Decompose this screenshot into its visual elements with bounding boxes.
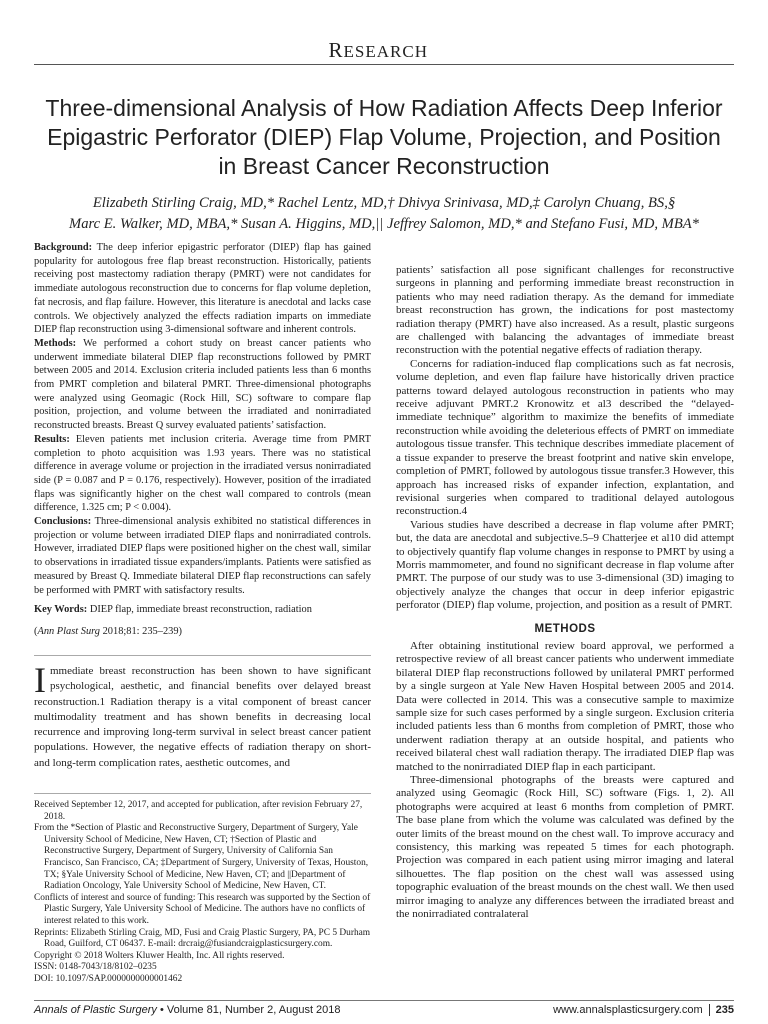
- note-affiliations: From the *Section of Plastic and Reconstructive Surgery, Department of Surgery, Yale University School of Medicine, New Haven, CT; †Section of Plastic and Reconstructive Surgery, Department of Surgery, University of California San Francisco, San Francisco, CA; ‡Department of Surgery, University of Texas, Houston, TX; §Yale University School of Medicine, New Haven, CT; and ||Department of Radiation Oncology, Yale University School of Medicine, New Haven, CT.: [34, 823, 369, 892]
- footer-right: [553, 1004, 734, 1016]
- abstract-conclusions: [34, 515, 371, 597]
- footer-journal: Annals of Plastic Surgery: [34, 1004, 157, 1016]
- abstract-conclusions-label: Conclusions:: [34, 516, 92, 528]
- author-list: [40, 193, 728, 235]
- note-copyright: Copyright © 2018 Wolters Kluwer Health, Inc. All rights reserved.: [34, 950, 285, 961]
- note-reprints: Reprints: Elizabeth Stirling Craig, MD, Fusi and Craig Plastic Surgery, PA, PC 5 Durham Road, Guilford, CT 06437. E-mail: drcraig@fusiandcraigplasticsurgery.com.: [34, 927, 371, 950]
- note-doi: DOI: 10.1097/SAP.0000000000001462: [34, 973, 183, 984]
- body-paragraph-2: Concerns for radiation-induced flap complications such as fat necrosis, volume depletion, and even flap failure have historically driven practice patterns toward delayed autologous reconstruction in patients who may receive adjuvant PMRT.2 Kronowitz et al3 described the “delayed-immediate technique” algorithm to maximize the benefits of immediate reconstruction while avoiding the deleterious effects of PMRT on immediate autologous tissue transfer. This technique describes immediate placement of a tissue expander to preserve the breast footprint and native skin envelope, completion of PMRT, followed by autologous tissue transfer.3 However, this approach has increased risks of expander infection, explantation, and revisional surgeries when compared to traditional delayed autologous reconstruction.4: [396, 357, 734, 518]
- note-conflicts: Conflicts of interest and source of funding: This research was supported by the Section of Plastic Surgery, Yale University School of Medicine. The authors have no conflicts of interest related to this work.: [34, 892, 371, 926]
- drop-cap: I: [34, 660, 46, 700]
- footer-url[interactable]: www.annalsplasticsurgery.com: [553, 1004, 703, 1016]
- section-label-cap: R: [328, 38, 344, 62]
- abstract-results: [34, 433, 371, 515]
- body-paragraph-1: patients’ satisfaction all pose significant challenges for reconstructive surgeons in planning and performing immediate breast reconstruction in patients who may need radiation therapy. As the demand for immediate breast reconstruction has grown, the indications for post mastectomy radiation therapy (PMRT) have also increased. As a result, plastic surgeons are challenged with balancing the advantages of immediate breast reconstruction with the potential negative effects of radiation therapy.: [396, 264, 734, 357]
- abstract-results-label: Results:: [34, 433, 70, 445]
- keywords-label: Key Words:: [34, 604, 88, 616]
- article-title: Three-dimensional Analysis of How Radiation Affects Deep Inferior Epigastric Perforator (DIEP) Flap Volume, Projection, and Position in Breast Cancer Reconstruction: [45, 95, 723, 179]
- page-number: 235: [709, 1004, 734, 1016]
- author-line-2: Marc E. Walker, MD, MBA,* Susan A. Higgins, MD,|| Jeffrey Salomon, MD,* and Stefano Fusi, MD, MBA*: [69, 216, 699, 232]
- abstract-background: [34, 241, 371, 337]
- abstract: [34, 241, 371, 639]
- footer-rule: [34, 1000, 734, 1001]
- citation-journal: Ann Plast Surg: [37, 625, 101, 637]
- note-received: Received September 12, 2017, and accepted for publication, after revision February 27, 2018.: [34, 800, 363, 822]
- abstract-divider: [34, 655, 371, 656]
- abstract-background-text: The deep inferior epigastric perforator (DIEP) flap has gained popularity for autologous free flap breast reconstruction. Historically, patients receiving post mastectomy radiation therapy (PMRT) were not candidates for immediate autologous reconstruction due to concerns for flap volume depletion, fat necrosis, and flap failure. However, this literature is anecdotal and lacks case controls. We objectively analyzed the effects radiation imparts on immediate DIEP flap reconstruction using 3-dimensional software and inherent controls.: [34, 242, 371, 336]
- footer-issue: • Volume 81, Number 2, August 2018: [156, 1004, 341, 1016]
- abstract-methods-label: Methods:: [34, 337, 77, 349]
- abstract-keywords: [34, 603, 371, 617]
- intro-text: mmediate breast reconstruction has been shown to have significant psychological, aesthetic, and financial benefits over delayed breast reconstruction.1 Radiation therapy is a vital component of breast cancer multimodality treatment and has shown benefits in decreasing local recurrence and improving long-term survival in select breast cancer patient populations. However, the negative effects of radiation therapy on short- and long-term complication rates, aesthetic outcomes, and: [34, 665, 371, 769]
- note-issn: ISSN: 0148-7043/18/8102–0235: [34, 962, 157, 973]
- section-label: [329, 38, 428, 63]
- footer-journal-info: [34, 1004, 341, 1016]
- keywords-text: DIEP flap, immediate breast reconstruction, radiation: [87, 604, 312, 616]
- article-notes: [34, 800, 371, 986]
- citation: (Ann Plast Surg 2018;81: 235–239): [34, 625, 182, 637]
- author-line-1: Elizabeth Stirling Craig, MD,* Rachel Lentz, MD,† Dhivya Srinivasa, MD,‡ Carolyn Chuang, BS,§: [92, 195, 676, 211]
- abstract-background-label: Background:: [34, 242, 93, 253]
- notes-divider: [34, 793, 371, 794]
- body-paragraph-3: Various studies have described a decrease in flap volume after PMRT; but, the data are anecdotal and subjective.5–9 Chatterjee et al10 did attempt to objectively quantify flap volume changes in response to PMRT by using a Morris mammometer, and found no significant decrease in flap volume after PMRT. The purpose of our study was to use 3-dimensional (3D) imaging to objectively analyze the changes that occur in deep inferior epigastric perforator (DIEP) flap volume, projection, and position as a result of PMRT.: [396, 518, 734, 612]
- methods-paragraph-1: After obtaining institutional review board approval, we performed a retrospective review of all breast cancer patients who underwent immediate bilateral DIEP flap reconstructions followed by unilateral PMRT performed by a single surgeon at Yale New Haven Hospital between 2005 and 2014. Data were collected in 2014. This was a consecutive sample to maximize sample size for such cases performed by a single surgeon. Exclusion criteria included patients less than 6 months from completion of PMRT, those who underwent radiation therapy at an outside hospital, and patients who received bilateral chest wall radiation therapy. The irradiated DIEP flap was matched to the nonirradiated DIEP flap in each participant.: [396, 639, 734, 773]
- abstract-conclusions-text: Three-dimensional analysis exhibited no statistical differences in projection or volume between irradiated DIEP flaps and nonirradiated controls. However, irradiated DIEP flaps were positioned higher on the chest wall, similar to observations in irradiated tissue expanders/implants. Patients were satisfied as measured by Breast Q. Immediate bilateral DIEP flap reconstructions can safely be performed with PMRT with satisfactory results.: [34, 516, 371, 596]
- introduction: [34, 660, 371, 771]
- methods-paragraph-2: Three-dimensional photographs of the breasts were captured and analyzed using Geomagic (Rock Hill, SC) software (Figs. 1, 2). All photographs were acquired at least 6 months from completion of PMRT. The base plane from which the volume was calculated was defined by the outer limits of the breast mound on the chest wall. To improve accuracy and consistency, this marking was repeated 5 times for each photograph. Projection was compared in each patient using mirror imaging and lateral silhouettes. The flap position on the chest wall was assessed using topographic evaluation of the breast mounds on the chest wall. We then used mirror imaging to analyze any differences between the irradiated breast and the nonirradiated contralateral: [396, 774, 734, 921]
- body-right-column: [396, 264, 734, 922]
- citation-rest: 2018;81: 235–239): [100, 625, 182, 637]
- abstract-results-text: Eleven patients met inclusion criteria. Average time from PMRT completion to photo acquisition was 1.93 years. There was no statistical difference in average volume or projection in the irradiated versus nonirradiated side (P = 0.087 and P = 0.176, respectively). However, position of the irradiated flaps was significantly higher on the chest wall compared to controls (mean difference, 1.325 cm; P < 0.004).: [34, 433, 371, 514]
- abstract-methods-text: We performed a cohort study on breast cancer patients who underwent immediate bilateral DIEP flap reconstructions followed by PMRT between 2005 and 2014. Exclusion criteria included patients less than 6 months from PMRT completion and bilateral PMRT. Three-dimensional photographs were analyzed using Geomagic (Rock Hill, SC) software to compare flap position, projection, and volume between the irradiated and nonirradiated reconstructed breasts. Breast Q survey evaluated patients’ satisfaction.: [34, 337, 371, 432]
- header-rule: [34, 64, 734, 65]
- section-label-rest: ESEARCH: [343, 42, 428, 61]
- abstract-methods: [34, 337, 371, 433]
- methods-heading: METHODS: [534, 622, 596, 635]
